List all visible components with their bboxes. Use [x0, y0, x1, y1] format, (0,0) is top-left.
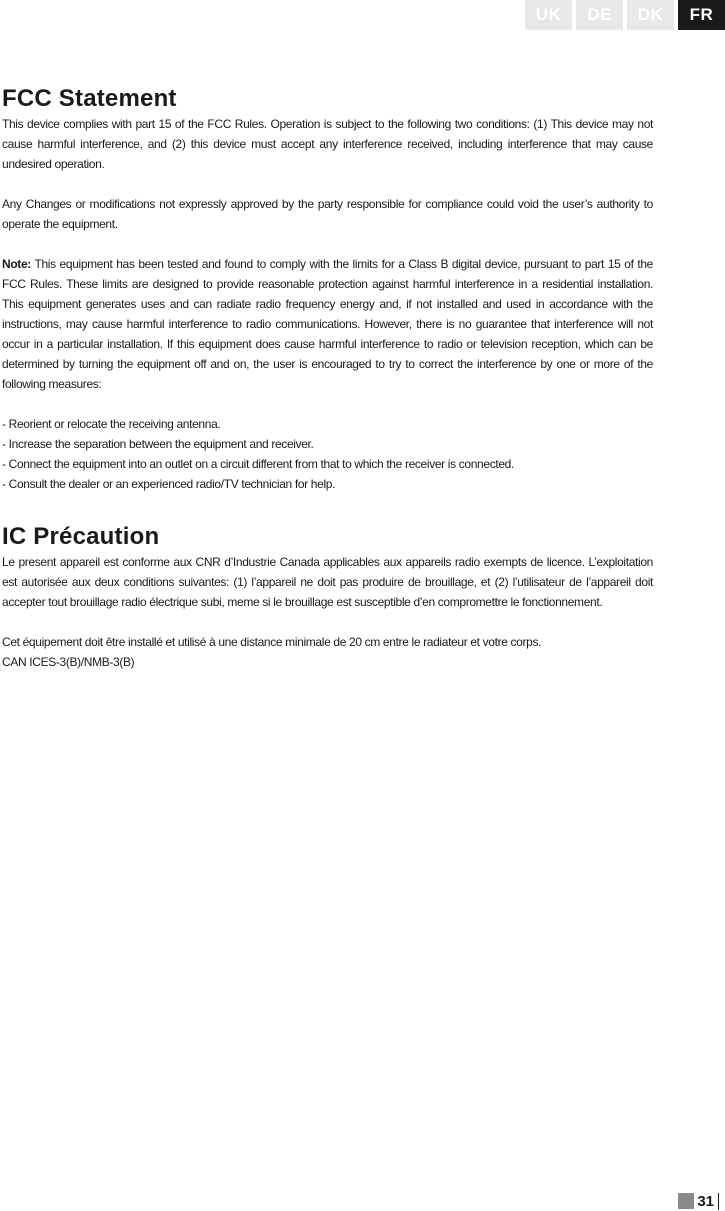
ic-paragraph-1: Le present appareil est conforme aux CNR d’Industrie Canada applicables aux appareils radio exempts de licence. L’exploitation est autorisée aux deux conditions suivantes: (1) l’appareil ne doit pas produire de brouillage, et (2) l’utilisateur de l’appareil doit accepter tout brouillage radio électrique subi, meme si le brouillage est susceptible d’en compromettre le fonctionnement.	[2, 555, 653, 609]
page-number	[678, 1191, 719, 1211]
note-label: Note:	[2, 257, 31, 271]
lang-tab-uk[interactable]: UK	[525, 0, 572, 30]
ic-heading: IC Précaution	[2, 523, 160, 550]
fcc-paragraph-2: Any Changes or modifications not expressly approved by the party responsible for compliance could void the user’s authority to operate the equipment.	[2, 197, 653, 231]
list-item: - Increase the separation between the equipment and receiver.	[2, 437, 314, 451]
lang-tab-fr[interactable]: FR	[678, 0, 725, 30]
note-text: This equipment has been tested and found to comply with the limits for a Class B digital device, pursuant to part 15 of the FCC Rules. These limits are designed to provide reasonable protection against harmful interference in a residential installation. This equipment generates uses and can radiate radio frequency energy and, if not installed and used in accordance with the instructions, may cause harmful interference to radio communications. However, there is no guarantee that interference will not occur in a particular installation. If this equipment does cause harmful interference to radio or television reception, which can be determined by turning the equipment off and on, the user is encouraged to try to correct the interference by one or more of the following measures:	[2, 257, 653, 391]
lang-tab-de[interactable]: DE	[576, 0, 623, 30]
list-item: - Reorient or relocate the receiving antenna.	[2, 417, 221, 431]
ic-paragraph-2: Cet équipement doit être installé et utilisé à une distance minimale de 20 cm entre le radiateur et votre corps.	[2, 635, 542, 649]
lang-tab-dk[interactable]: DK	[627, 0, 674, 30]
ic-paragraph-3: CAN ICES-3(B)/NMB-3(B)	[2, 655, 135, 669]
document-body	[2, 84, 653, 672]
list-item: - Consult the dealer or an experienced radio/TV technician for help.	[2, 477, 336, 491]
measures-list	[2, 414, 653, 494]
list-item: - Connect the equipment into an outlet on a circuit different from that to which the receiver is connected.	[2, 457, 514, 471]
fcc-heading: FCC Statement	[2, 85, 177, 112]
page-marker-square	[678, 1193, 694, 1209]
page-number-label: 31	[697, 1193, 719, 1210]
fcc-paragraph-1: This device complies with part 15 of the FCC Rules. Operation is subject to the following two conditions: (1) This device may not cause harmful interference, and (2) this device must accept any interference received, including interference that may cause undesired operation.	[2, 117, 653, 171]
language-tabs	[525, 0, 725, 30]
fcc-note-paragraph	[2, 254, 653, 394]
